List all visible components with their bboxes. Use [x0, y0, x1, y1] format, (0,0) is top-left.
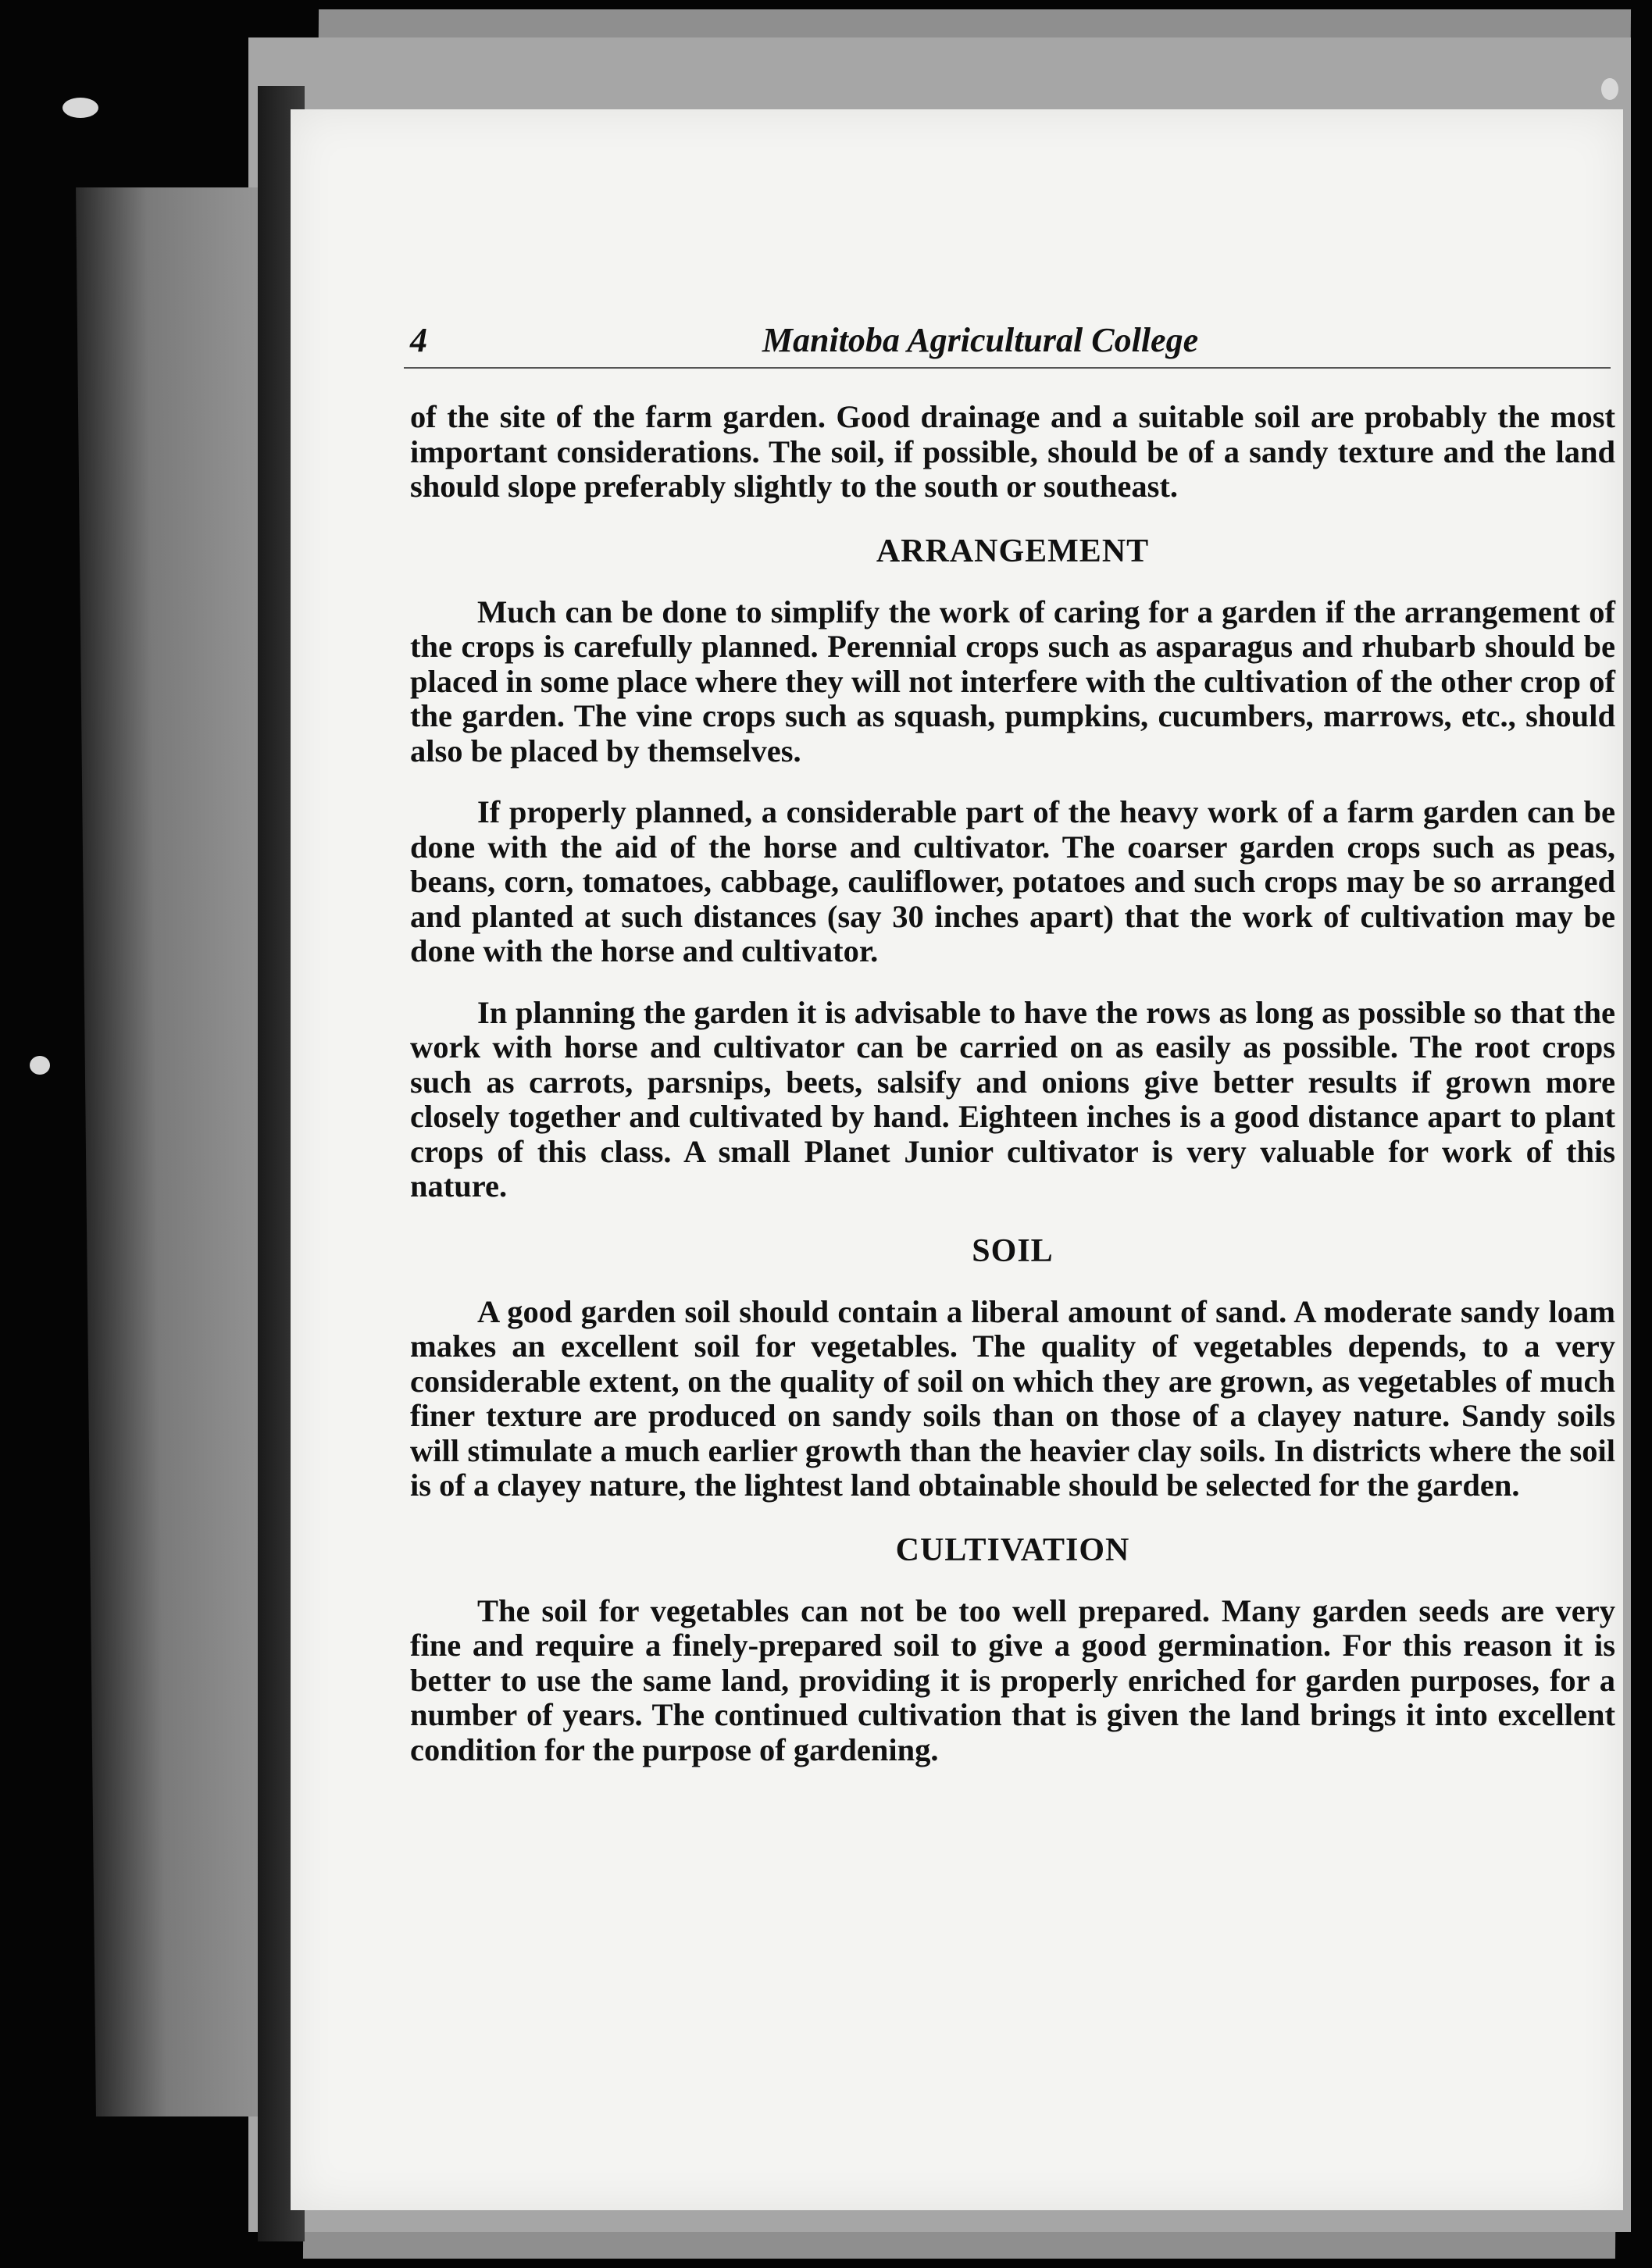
- header-rule: [404, 367, 1611, 369]
- heading-cultivation: CULTIVATION: [895, 1532, 1130, 1568]
- paragraph-arrangement-1: Much can be done to simplify the work of caring for a garden if the arrangement of the crops is carefully planned. Perennial crops such as asparagus and rhubarb should be placed in some place where they will not interfere with the cultivation of the other crop of the garden. The vine crops such as squash, pumpkins, cucumbers, marrows, etc., should also be placed by themselves.: [410, 594, 1615, 768]
- paragraph-cultivation-1: The soil for vegetables can not be too well prepared. Many garden seeds are very fine and require a finely-prepared soil to give a good germination. For this reason it is better to use the same land, providing it is properly enriched for garden purposes, for a number of years. The continued cultivation that is given the land brings it into excellent condition for the purpose of gardening.: [410, 1592, 1615, 1767]
- running-title: Manitoba Agricultural College: [762, 321, 1199, 359]
- paragraph-soil-1: A good garden soil should contain a liberal amount of sand. A moderate sandy loam makes an excellent soil for vegetables. The quality of vegetables depends, to a very considerable extent, on the quality of soil on which they are grown, as vegetables of much finer texture are produced on sandy soils than on those of a clayey nature. Sandy soils will stimulate a much earlier growth than the heavier clay soils. In districts where the soil is of a clayey nature, the lightest land obtainable should be selected for the garden.: [410, 1293, 1615, 1503]
- heading-arrangement: ARRANGEMENT: [876, 533, 1150, 569]
- page-number: 4: [410, 321, 427, 359]
- paragraph-arrangement-2: If properly planned, a considerable part of the heavy work of a farm garden can be done with the aid of the horse and cultivator. The coarser garden crops such as peas, beans, corn, tomatoes, cabbage, cauliflower, potatoes and such crops may be so arranged and planted at such distances (say 30 inches apart) that the work of cultivation may be done with the horse and cultivator.: [410, 794, 1615, 968]
- scan-speck: [30, 1056, 50, 1075]
- scan-speck: [1601, 78, 1618, 100]
- heading-soil: SOIL: [972, 1232, 1054, 1269]
- paragraph-arrangement-3: In planning the garden it is advisable to have the rows as long as possible so that the work with horse and cultivator can be carried on as easily as possible. The root crops such as carrots, parsnips, beets, salsify and onions give better results if grown more closely together and cultivated by hand. Eighteen inches is a good distance apart to plant crops of this class. A small Planet Junior cultivator is very valuable for work of this nature.: [410, 994, 1615, 1204]
- scan-speck: [62, 98, 98, 118]
- paragraph-intro: of the site of the farm garden. Good drainage and a suitable soil are probably the most important considerations. The soil, if possible, should be of a sandy texture and the land should slope preferably slightly to the south or southeast.: [410, 399, 1615, 504]
- page-body: [410, 400, 1615, 1794]
- document-page: [291, 109, 1623, 2210]
